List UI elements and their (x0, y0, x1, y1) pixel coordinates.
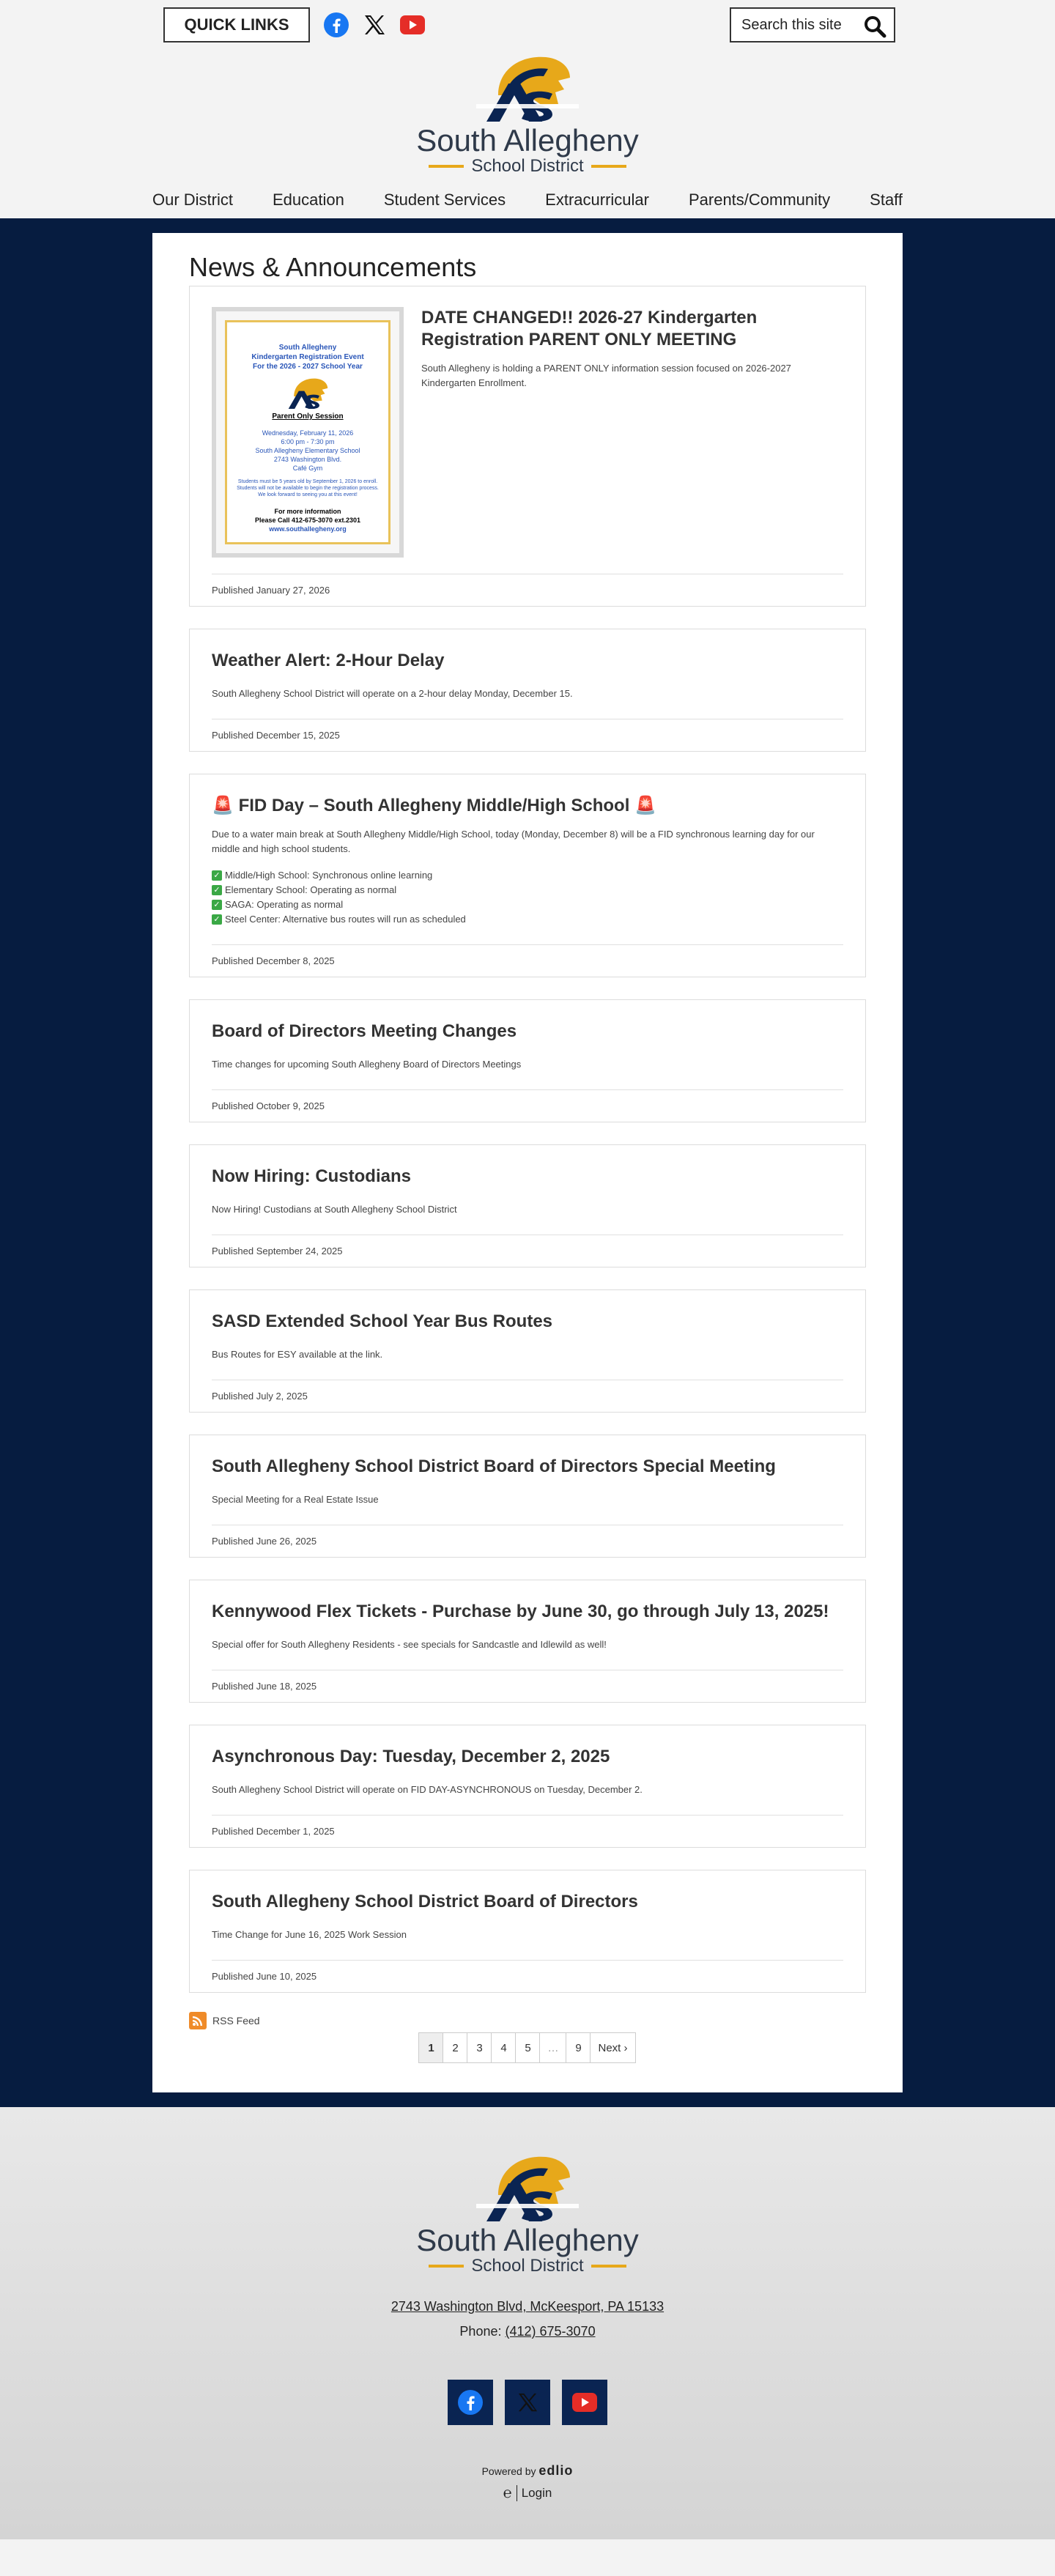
card-divider (212, 944, 843, 945)
article-summary: Time Change for June 16, 2025 Work Session (212, 1929, 407, 1940)
logo-rule-left (429, 165, 464, 168)
checkmark-icon: ✓ (212, 900, 222, 910)
article-card-fid (189, 774, 866, 977)
article-card (189, 1870, 866, 1993)
flyer-line-2: 6:00 pm - 7:30 pm (281, 438, 335, 445)
article-title[interactable]: South Allegheny School District Board of Directors (212, 1892, 638, 1911)
nav-education[interactable]: Education (272, 190, 344, 209)
card-divider (212, 1089, 843, 1090)
article-summary: Due to a water main break at South Allegheny Middle/High School, today (Monday, December 8) will be a FID synchronous learning day for our middle and high school students. (212, 829, 815, 854)
article-title-text: FID Day – South Allegheny Middle/High School (238, 796, 630, 815)
article-title[interactable]: South Allegheny School District Board of Directors Special Meeting (212, 1457, 776, 1476)
logo-rule-left (429, 2265, 464, 2268)
phone-label: Phone: (459, 2324, 506, 2339)
published-date: Published October 9, 2025 (212, 1100, 325, 1111)
page-5-button[interactable]: 5 (515, 2032, 540, 2063)
status-text: Elementary School: Operating as normal (225, 884, 397, 895)
article-title[interactable] (212, 795, 843, 817)
login-link[interactable]: Login (521, 2485, 552, 2500)
article-summary: Special offer for South Allegheny Residents - see specials for Sandcastle and Idlewild as well! (212, 1639, 607, 1650)
page-4-button[interactable]: 4 (491, 2032, 516, 2063)
flyer-web: www.southallegheny.org (269, 525, 347, 533)
checkmark-icon: ✓ (212, 914, 222, 925)
nav-our-district[interactable]: Our District (152, 190, 233, 209)
footer-address-link[interactable]: 2743 Washington Blvd, McKeesport, PA 15133 (390, 2299, 665, 2314)
article-title[interactable]: Board of Directors Meeting Changes (212, 1021, 517, 1041)
footer-social-links (0, 2380, 1055, 2425)
pagination (189, 2032, 866, 2063)
page-2-button[interactable]: 2 (443, 2032, 467, 2063)
footer-logo-subtitle: School District (471, 2256, 584, 2276)
flyer-line-7: Students will not be available to begin the registration process. (237, 486, 379, 491)
search-icon[interactable] (863, 15, 886, 38)
flyer-more-info: For more information (274, 508, 341, 515)
facebook-icon[interactable] (323, 12, 349, 38)
article-card (189, 999, 866, 1122)
nav-parents-community[interactable]: Parents/Community (688, 190, 831, 209)
flyer-heading-3: For the 2026 - 2027 School Year (253, 363, 363, 371)
footer-logo-subtitle-row (0, 2257, 1055, 2276)
article-summary: South Allegheny School District will operate on a 2-hour delay Monday, December 15. (212, 688, 573, 699)
article-card (189, 1580, 866, 1703)
published-date: Published June 18, 2025 (212, 1681, 317, 1692)
search-input[interactable] (741, 17, 859, 34)
header-social-links (323, 12, 426, 38)
status-item (212, 868, 843, 883)
flyer-line-1: Wednesday, February 11, 2026 (262, 429, 354, 437)
article-card (189, 1725, 866, 1848)
next-page-button[interactable]: Next › (590, 2032, 635, 2063)
flyer-heading-1: South Allegheny (278, 344, 337, 352)
siren-icon: 🚨 (634, 796, 656, 815)
flyer-call: Please Call 412-675-3070 ext.2301 (254, 517, 361, 524)
flyer-heading-2: Kindergarten Registration Event (251, 353, 364, 361)
nav-extracurricular[interactable]: Extracurricular (545, 190, 649, 209)
featured-article (189, 286, 866, 607)
flyer-logo-icon (282, 376, 333, 410)
card-divider (212, 1815, 843, 1816)
main-nav (0, 188, 1055, 212)
youtube-icon[interactable] (399, 12, 426, 38)
page-ellipsis: … (539, 2032, 566, 2063)
flyer-line-3: South Allegheny Elementary School (255, 447, 360, 454)
status-text: SAGA: Operating as normal (225, 899, 344, 910)
logo-subtitle: School District (471, 156, 584, 176)
flyer-line-8: We look forward to seeing you at this event! (258, 492, 358, 497)
article-summary: Bus Routes for ESY available at the link. (212, 1349, 383, 1360)
published-date: Published July 2, 2025 (212, 1391, 308, 1402)
article-summary: Time changes for upcoming South Allegheny Board of Directors Meetings (212, 1059, 522, 1070)
flyer-line-6: Students must be 5 years old by September 1, 2026 to enroll. (237, 479, 378, 484)
x-icon[interactable] (505, 2380, 550, 2425)
logo-rule-right (591, 165, 626, 168)
flyer-thumbnail[interactable] (212, 307, 404, 558)
checkmark-icon: ✓ (212, 870, 222, 881)
edlio-logo-icon: ℮ (503, 2484, 512, 2501)
footer-phone (0, 2324, 1055, 2339)
status-text: Middle/High School: Synchronous online learning (225, 870, 433, 881)
status-item (212, 883, 843, 897)
rss-feed-link[interactable] (189, 2012, 866, 2029)
published-date: Published September 24, 2025 (212, 1246, 343, 1256)
flyer-line-4: 2743 Washington Blvd. (273, 456, 342, 463)
rss-label: RSS Feed (212, 2015, 260, 2027)
site-header (0, 0, 1055, 218)
site-logo[interactable] (0, 51, 1055, 176)
page-9-button[interactable]: 9 (566, 2032, 591, 2063)
status-text: Steel Center: Alternative bus routes will run as scheduled (225, 914, 466, 925)
news-content (152, 233, 903, 2092)
featured-summary: South Allegheny is holding a PARENT ONLY information session focused on 2026-2027 Kindergarten Enrollment. (421, 363, 791, 388)
article-title[interactable]: Kennywood Flex Tickets - Purchase by June 30, go through July 13, 2025! (212, 1602, 829, 1621)
footer-logo-name: South Allegheny (416, 2223, 639, 2257)
article-summary: South Allegheny School District will operate on FID DAY-ASYNCHRONOUS on Tuesday, December 2. (212, 1784, 643, 1795)
status-list (212, 868, 843, 927)
published-date: Published June 26, 2025 (212, 1536, 317, 1547)
published-date: Published January 27, 2026 (212, 585, 330, 596)
quick-links-button[interactable]: QUICK LINKS (163, 7, 310, 42)
status-item (212, 912, 843, 927)
site-footer (0, 2107, 1055, 2539)
article-card (189, 1289, 866, 1413)
status-item (212, 897, 843, 912)
powered-by-label: Powered by (481, 2465, 539, 2477)
published-date: Published December 15, 2025 (212, 730, 340, 741)
spartan-helmet-logo (476, 51, 579, 123)
nav-student-services[interactable]: Student Services (383, 190, 506, 209)
logo-name: South Allegheny (416, 123, 639, 158)
published-date: Published December 1, 2025 (212, 1826, 335, 1837)
flyer-image (225, 320, 390, 544)
page-1-button[interactable]: 1 (418, 2032, 443, 2063)
x-icon[interactable] (361, 12, 388, 38)
nav-staff[interactable]: Staff (870, 190, 903, 209)
article-title[interactable]: Weather Alert: 2-Hour Delay (212, 651, 445, 670)
published-date: Published June 10, 2025 (212, 1971, 317, 1982)
article-summary: Special Meeting for a Real Estate Issue (212, 1494, 379, 1505)
siren-icon: 🚨 (212, 796, 234, 815)
footer-logo[interactable] (0, 2151, 1055, 2276)
checkmark-icon: ✓ (212, 885, 222, 895)
search-box (730, 7, 895, 42)
youtube-icon[interactable] (562, 2380, 607, 2425)
article-card (189, 629, 866, 752)
article-summary: Now Hiring! Custodians at South Allegheny School District (212, 1204, 457, 1215)
article-title[interactable]: Now Hiring: Custodians (212, 1166, 411, 1186)
published-date: Published December 8, 2025 (212, 955, 335, 966)
featured-title[interactable]: DATE CHANGED!! 2026-27 Kindergarten Registration PARENT ONLY MEETING (421, 308, 758, 349)
card-divider (212, 1960, 843, 1961)
flyer-line-5: Café Gym (292, 465, 323, 472)
page-title: News & Announcements (189, 252, 477, 282)
featured-body (212, 307, 843, 558)
rss-icon (189, 2012, 207, 2029)
article-card (189, 1435, 866, 1558)
facebook-icon[interactable] (448, 2380, 493, 2425)
featured-text (421, 307, 843, 558)
article-title[interactable]: Asynchronous Day: Tuesday, December 2, 2025 (212, 1747, 610, 1766)
powered-by[interactable] (0, 2463, 1055, 2479)
logo-rule-right (591, 2265, 626, 2268)
main-background (0, 218, 1055, 2107)
article-card (189, 1144, 866, 1267)
flyer-session: Parent Only Session (272, 412, 344, 421)
article-title[interactable]: SASD Extended School Year Bus Routes (212, 1311, 553, 1331)
spartan-helmet-logo (476, 2151, 579, 2223)
phone-link[interactable]: (412) 675-3070 (505, 2324, 596, 2339)
login-row (0, 2484, 1055, 2502)
top-bar (163, 7, 895, 42)
page-3-button[interactable]: 3 (467, 2032, 492, 2063)
logo-subtitle-row (0, 157, 1055, 176)
edlio-brand: edlio (538, 2463, 574, 2478)
